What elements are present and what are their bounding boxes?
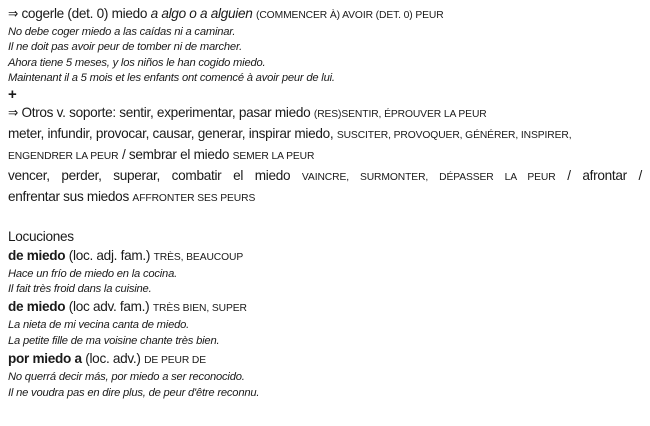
support-verbs-line (8, 103, 642, 124)
arrow-icon: ⇒ (8, 6, 18, 21)
french-translation: SEMER LA PEUR (232, 150, 315, 162)
headword: cogerle (21, 6, 64, 21)
support-verbs-line (8, 166, 642, 187)
french-translation: DE PEUR DE (144, 355, 207, 367)
locution-line (8, 297, 642, 318)
slash-separator: / (567, 167, 571, 183)
cogerle-miedo-line (8, 4, 642, 25)
support-verbs-intro: Otros v. soporte: sentir, experimentar, pasar miedo (21, 104, 311, 120)
grammar-note: (loc. adv.) (85, 351, 141, 367)
example-sentence: La petite fille de ma voisine chante très bien. (8, 334, 220, 347)
grammar-note: (loc adv. fam.) (68, 299, 150, 315)
locution-term: de miedo (8, 247, 66, 263)
support-verbs-line (8, 187, 642, 208)
french-translation: ENGENDRER LA PEUR (8, 150, 119, 162)
spanish-verbs: afrontar / (582, 167, 642, 183)
locuciones-heading: Locuciones (8, 228, 74, 244)
french-translation: AFFRONTER SES PEURS (132, 192, 256, 204)
example-sentence: No querrá decir más, por miedo a ser reconocido. (8, 371, 245, 384)
example-sentence: Ahora tiene 5 meses, y los niños le han cogido miedo. (8, 56, 266, 69)
example-sentence: Il ne voudra pas en dire plus, de peur d'être reconnu. (8, 386, 260, 399)
locution-term: por miedo a (8, 351, 82, 367)
example-sentence: Maintenant il a 5 mois et les enfants ont comencé à avoir peur de lui. (8, 72, 335, 85)
support-verbs-line (8, 145, 642, 166)
determiner-note: (det. 0) (67, 6, 109, 21)
french-translation: (RES)SENTIR, ÉPROUVER LA PEUR (313, 108, 487, 120)
french-translation: TRÈS BIEN, SUPER (152, 303, 247, 315)
spanish-verbs: vencer, perder, superar, combatir el miedo (8, 167, 291, 183)
spacer (8, 208, 642, 227)
locution-term: de miedo (8, 299, 66, 315)
plus-separator: + (8, 85, 17, 103)
spanish-verbs: meter, infundir, provocar, causar, generar, inspirar miedo, (8, 125, 334, 141)
slash-separator: / (121, 146, 126, 162)
french-translation: TRÈS, BEAUCOUP (153, 251, 244, 263)
arrow-icon: ⇒ (8, 104, 18, 120)
miedo-word: miedo (111, 6, 148, 21)
spanish-verbs: sembrar el miedo (128, 146, 230, 162)
locution-line (8, 349, 642, 370)
french-translation: VAINCRE, SURMONTER, DÉPASSER LA PEUR (301, 171, 556, 183)
example-sentence: Il fait très froid dans la cuisine. (8, 283, 152, 296)
example-sentence: Hace un frío de miedo en la cocina. (8, 267, 177, 280)
french-translation: (COMMENCER À) AVOIR (DET. 0) PEUR (256, 10, 444, 21)
example-sentence: No debe coger miedo a las caídas ni a caminar. (8, 26, 236, 38)
spanish-verbs: enfrentar sus miedos (8, 188, 129, 204)
example-sentence: La nieta de mi vecina canta de miedo. (8, 319, 190, 332)
french-translation: SUSCITER, PROVOQUER, GÉNÉRER, INSPIRER, (336, 129, 572, 141)
grammar-note: (loc. adj. fam.) (68, 247, 151, 263)
object-phrase: a algo o a alguien (150, 6, 253, 21)
example-sentence: Il ne doit pas avoir peur de tomber ni de marcher. (8, 41, 242, 54)
support-verbs-line (8, 124, 642, 145)
locution-line (8, 246, 642, 267)
